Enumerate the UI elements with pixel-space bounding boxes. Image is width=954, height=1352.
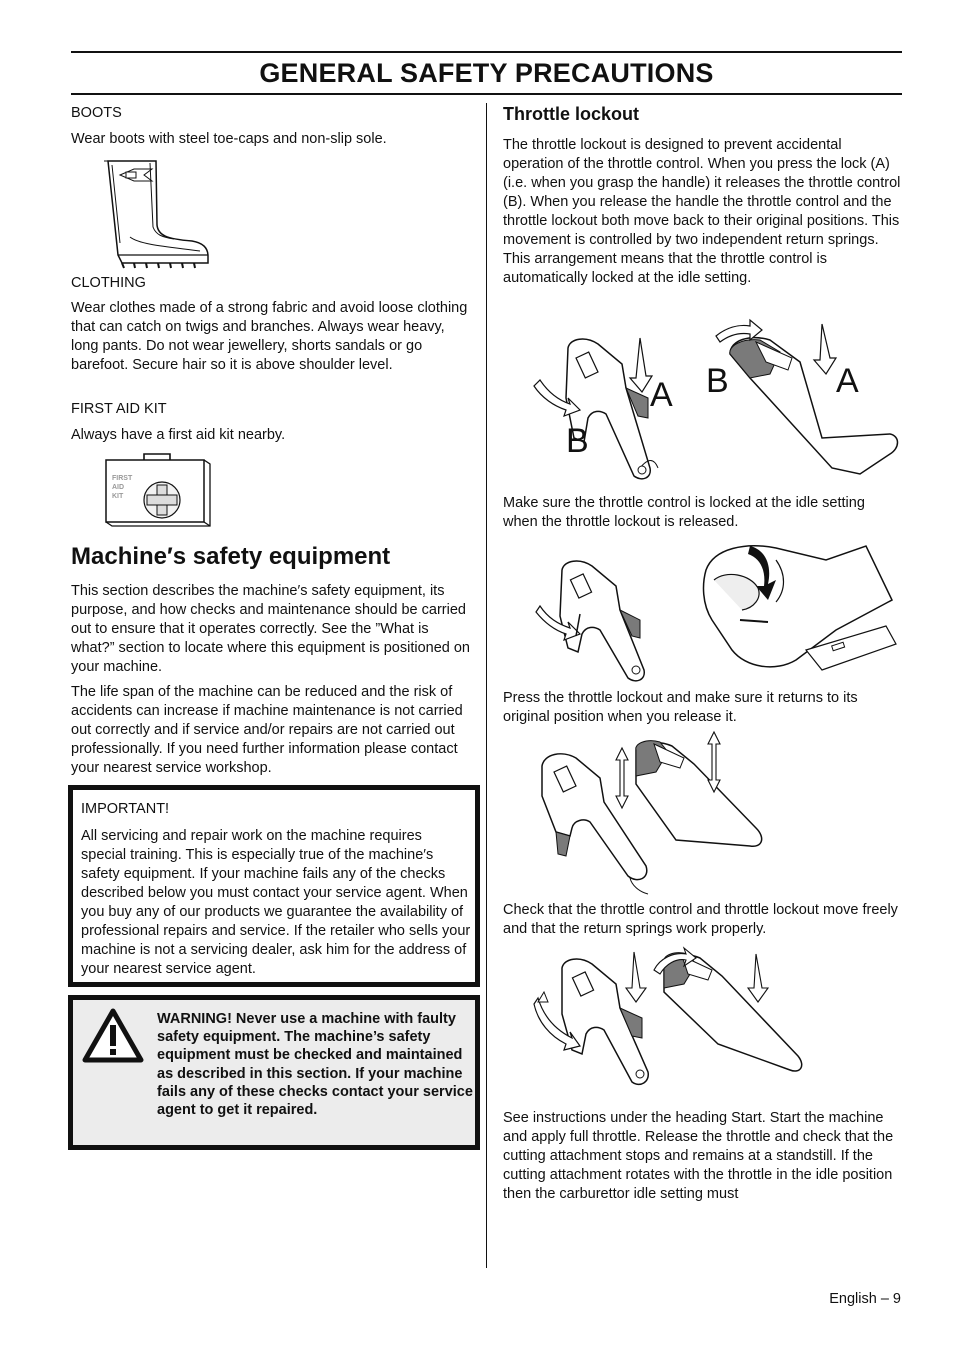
throttle-lockout-intro: The throttle lockout is designed to prevent accidental operation of the throttle control. When you press the lock (A) (i.e. when you grasp the handle) it releases the throttle control (B). When you release the handle the throttle control and the throttle lockout both move back to their original positions. This movement is controlled by two independent return springs. This arrangement means that the throttle control is automatically locked at the idle setting.	[503, 137, 901, 286]
throttle-figure-1	[530, 318, 900, 488]
figure-label-b-right: B	[706, 362, 729, 400]
throttle-figure-4	[534, 948, 814, 1098]
machine-safety-para-1: This section describes the machine′s safety equipment, its purpose, and how checks and maintenance should be carried out to ensure that it operates correctly. See the ”What is what?” section to locate where this equipment is positioned on your machine.	[71, 583, 470, 675]
important-text: All servicing and repair work on the machine requires special training. This is especially true of the machine′s safety equipment. If your machine fails any of the checks described below you must contact your service agent. When you buy any of our products we guarantee the availability of professional repairs and service. If the retailer who sells your machine is not a servicing dealer, ask him for the address of your nearest service agent.	[81, 828, 471, 977]
important-title: IMPORTANT!	[81, 801, 170, 817]
throttle-figure-2	[536, 540, 896, 685]
figure-label-b-left: B	[566, 422, 589, 460]
warning-text: WARNING! Never use a machine with faulty safety equipment. The machine’s safety equipment must be checked and maintained as described in this section. If your machine fails any of these checks contact your service agent to get it repaired.	[157, 1011, 473, 1119]
column-divider	[486, 103, 487, 1268]
header-bottom-rule	[71, 93, 902, 95]
caption-start-check: See instructions under the heading Start. Start the machine and apply full throttle. Release the throttle and check that the cutting attachment stops and remains at a standstill. If the cutting attachment rotates with the throttle in the idle position then the carburettor idle setting must	[503, 1110, 894, 1202]
figure-label-a-left: A	[650, 376, 673, 414]
clothing-label: CLOTHING	[71, 275, 146, 291]
boots-label: BOOTS	[71, 105, 122, 121]
svg-text:AID: AID	[112, 484, 125, 491]
machine-safety-para-2: The life span of the machine can be reduced and the risk of accidents can increase if machine maintenance is not carried out correctly and if service and/or repairs are not carried out professionally. If you need further information please contact your nearest service workshop.	[71, 684, 463, 776]
svg-text:KIT: KIT	[112, 493, 124, 500]
first-aid-kit-illustration	[104, 452, 214, 530]
boots-illustration	[100, 155, 215, 270]
machine-safety-heading: Machine′s safety equipment	[71, 543, 391, 570]
caption-returns-position: Press the throttle lockout and make sure it returns to its original position when you release it.	[503, 690, 858, 725]
warning-box	[68, 995, 480, 1150]
first-aid-label: FIRST AID KIT	[71, 401, 167, 417]
important-box	[68, 785, 480, 987]
page-title: GENERAL SAFETY PRECAUTIONS	[259, 58, 714, 88]
header-top-rule	[71, 51, 902, 53]
boots-text: Wear boots with steel toe-caps and non-slip sole.	[71, 131, 387, 147]
first-aid-text: Always have a first aid kit nearby.	[71, 427, 286, 443]
warning-triangle-icon	[82, 1008, 144, 1064]
figure-label-a-right: A	[836, 362, 859, 400]
caption-moves-freely: Check that the throttle control and throttle lockout move freely and that the return springs work properly.	[503, 902, 898, 937]
caption-idle-locked: Make sure the throttle control is locked at the idle setting when the throttle lockout is released.	[503, 495, 865, 530]
throttle-figure-3	[536, 736, 776, 896]
page-footer: English – 9	[829, 1291, 901, 1307]
svg-text:FIRST: FIRST	[112, 475, 133, 482]
clothing-text: Wear clothes made of a strong fabric and avoid loose clothing that can catch on twigs and branches. Always wear heavy, long pants. Do not wear jewellery, shorts sandals or go barefoot. Secure hair so it is above shoulder level.	[71, 300, 468, 373]
throttle-lockout-heading: Throttle lockout	[503, 104, 639, 124]
